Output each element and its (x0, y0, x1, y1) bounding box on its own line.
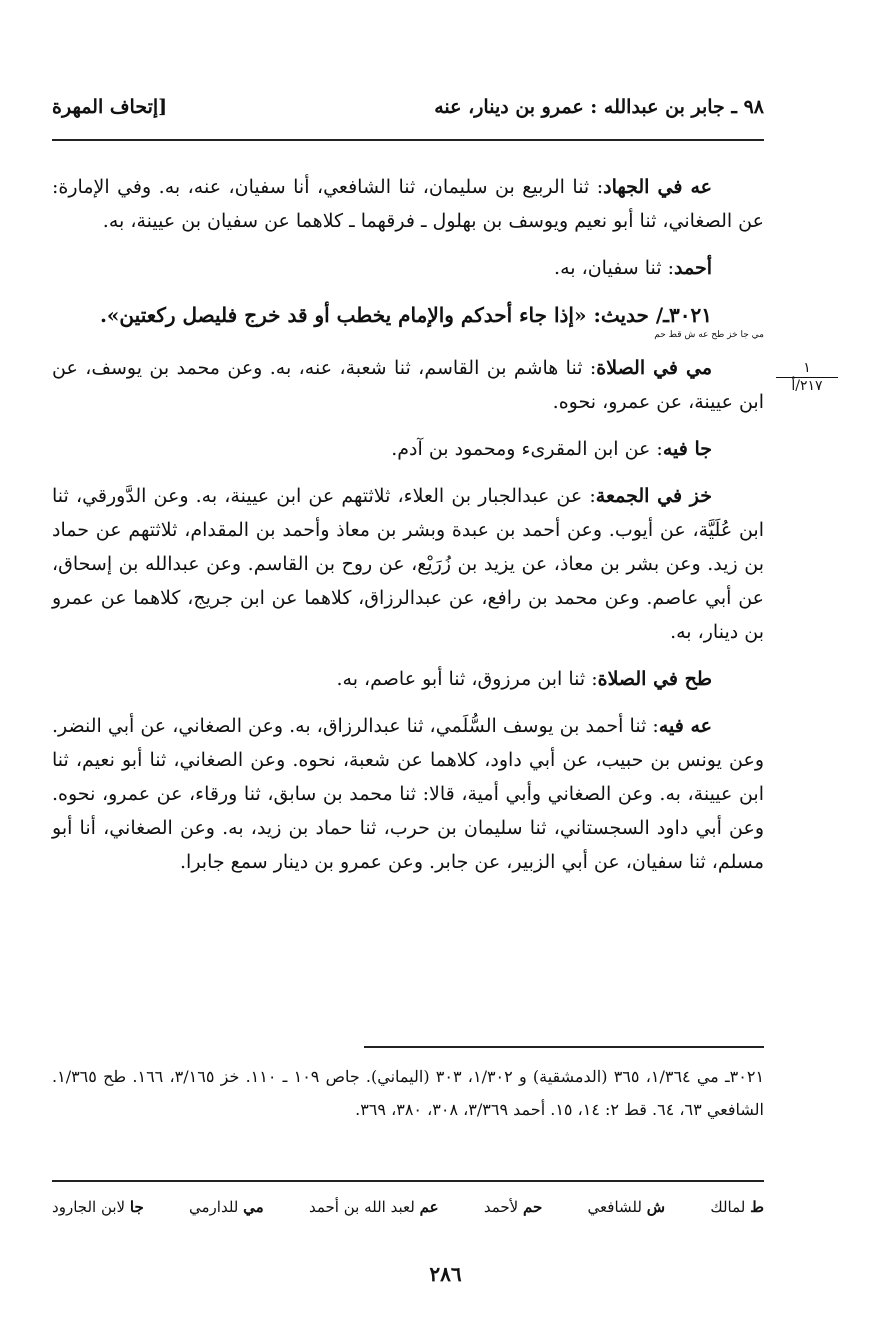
abbreviations-legend (52, 1198, 764, 1226)
hadith-heading (52, 298, 764, 333)
abbrev-item: حم لأحمد (483, 1198, 543, 1216)
paragraph-text: : ثنا أحمد بن يوسف السُّلَمي، ثنا عبدالرزاق، به. وعن الصغاني، عن أبي النضر. وعن يونس بن حبيب، عن أبي داود، كلاهما عن شعبة، نحوه. وعن الصغاني، ثنا أبو نعيم، ثنا ابن عيينة، به. وعن الصغاني وأبي أمية، قالا: ثنا محمد بن سابق، ثنا ورقاء، عن عمرو، نحوه. وعن أبي داود السجستاني، ثنا سليمان بن حرب، ثنا حماد بن زيد، به. وعن الصغاني، أنا أبو مسلم، ثنا سفيان، عن أبي الزبير، عن جابر. وعن عمرو بن دينار سمع جابرا. (52, 715, 764, 873)
hadith-marker: ـ/ حديث: (586, 303, 670, 327)
abbrev-item: ط لمالك (710, 1198, 764, 1216)
paragraph-2 (52, 251, 764, 285)
footnote-rule (364, 1046, 764, 1048)
chapter-title: ٩٨ ـ جابر بن عبدالله : عمرو بن دينار، عنه (434, 96, 764, 118)
source-label: خز في الجمعة (595, 485, 713, 507)
paragraph-text: : ثنا الربيع بن سليمان، ثنا الشافعي، أنا سفيان، عنه، به. وفي الإمارة: عن الصغاني، ثنا أبو نعيم ويوسف بن بهلول ـ فرقهما ـ كلاهما عن سفيان بن عيينة، به. (52, 176, 764, 232)
paragraph-3 (52, 351, 764, 419)
paragraph-6 (52, 662, 764, 696)
abbrev-item: جا لابن الجارود (52, 1198, 144, 1216)
abbrev-item: عم لعبد الله بن أحمد (308, 1198, 439, 1216)
abbrev-item: ش للشافعي (587, 1198, 666, 1216)
header-rule (52, 139, 764, 141)
paragraph-text: : عن ابن المقرىء ومحمود بن آدم. (391, 438, 663, 460)
paragraph-text: : عن عبدالجبار بن العلاء، ثلاثتهم عن ابن عيينة، به. وعن الدَّورقي، ثنا ابن عُلَيَّة، عن أيوب. وعن أحمد بن عبدة وبشر بن معاذ وأحمد بن المقدام، ثلاثتهم عن حماد بن زيد. وعن بشر بن معاذ، عن يزيد بن زُرَيْع، عن روح بن القاسم. وعن عبدالله بن إسحاق، عن أبي عاصم. وعن محمد بن رافع، عن عبدالرزاق، كلاهما عن ابن جريج، كلاهما عن عمرو بن دينار، به. (52, 485, 764, 643)
main-text (52, 170, 764, 892)
source-label: أحمد (674, 257, 712, 279)
source-label: جا فيه (662, 438, 712, 460)
source-label: عه في الجهاد (603, 176, 712, 198)
hadith-text: «إذا جاء أحدكم والإمام يخطب أو قد خرج فليصل ركعتين». (99, 303, 587, 327)
source-label: مي في الصلاة (596, 357, 712, 379)
paragraph-7 (52, 709, 764, 879)
margin-manuscript-ref (776, 360, 838, 394)
paragraph-text: : ثنا هاشم بن القاسم، ثنا شعبة، عنه، به. وعن محمد بن يوسف، عن ابن عيينة، عن عمرو، نحوه. (52, 357, 764, 413)
abbreviations-rule (52, 1180, 764, 1182)
paragraph-text: : ثنا ابن مرزوق، ثنا أبو عاصم، به. (336, 668, 598, 690)
paragraph-1 (52, 170, 764, 238)
hadith-sigla: مي جا خز طح عه ش قط حم (654, 330, 764, 340)
source-label: طح في الصلاة (597, 668, 712, 690)
book-title: [إتحاف المهرة (52, 96, 168, 118)
margin-ref-top: ١ (776, 360, 838, 378)
margin-ref-bottom: ٢١٧/أ (791, 378, 823, 394)
page-number: ٢٨٦ (429, 1262, 462, 1286)
footnote: ٣٠٢١ـ مي ١/٣٦٤، ٣٦٥ (الدمشقية) و ١/٣٠٢، ٣٠٣ (اليماني). جاص ١٠٩ ـ ١١٠. خز ٣/١٦٥، ١٦٦. طح ١/٣٦٥. الشافعي ٦٣، ٦٤. قط ٢: ١٤، ١٥. أحمد ٣/٣٦٩، ٣٠٨، ٣٨٠، ٣٦٩. (52, 1067, 765, 1119)
hadith-number: ٣٠٢١ (669, 303, 712, 327)
source-label: عه فيه (658, 715, 713, 737)
paragraph-5 (52, 479, 764, 649)
abbrev-item: مي للدارمي (189, 1198, 264, 1216)
paragraph-text: : ثنا سفيان، به. (554, 257, 675, 279)
running-header (52, 92, 764, 128)
paragraph-4 (52, 432, 764, 466)
